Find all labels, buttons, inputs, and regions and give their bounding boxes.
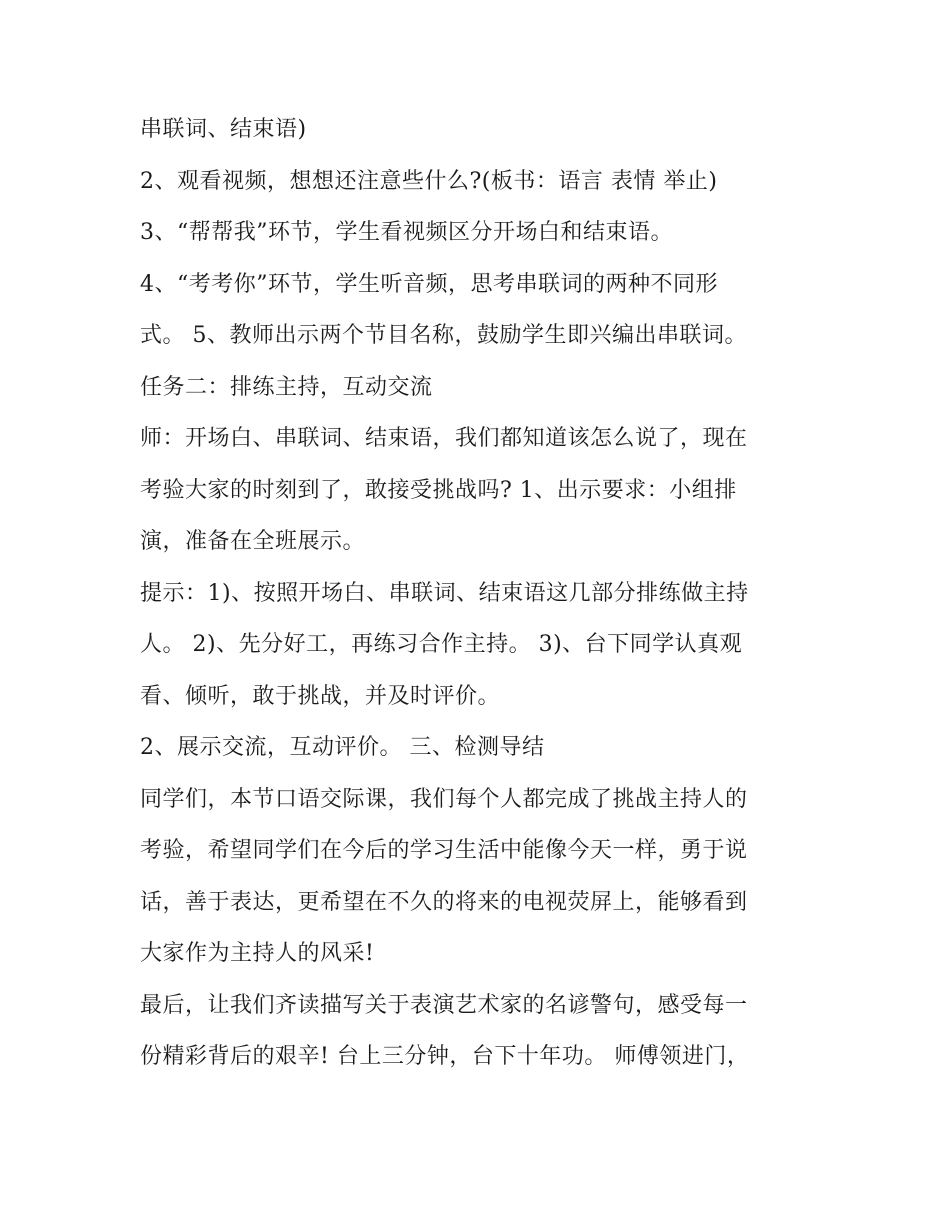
text-line: 考验大家的时刻到了，敢接受挑战吗? 1、出示要求：小组排 (140, 477, 737, 503)
text-line: 份精彩背后的艰辛! 台上三分钟，台下十年功。 师傅领进门， (140, 1044, 750, 1069)
text-line: 最后，让我们齐读描写关于表演艺术家的名谚警句，感受每一 (140, 992, 748, 1018)
text-line: 2、观看视频，想想还注意些什么?(板书：语言 表情 举止) (140, 168, 718, 194)
document-body (140, 104, 830, 1083)
text-line: 3、“帮帮我”环节，学生看视频区分开场白和结束语。 (140, 220, 673, 245)
section-heading: 任务二：排练主持，互动交流 (140, 374, 433, 400)
text-line: 师：开场白、串联词、结束语，我们都知道该怎么说了，现在 (140, 426, 748, 451)
text-line: 大家作为主持人的风采! (140, 941, 375, 966)
text-line: 话，善于表达，更希望在不久的将来的电视荧屏上，能够看到 (140, 889, 748, 915)
text-line: 考验，希望同学们在今后的学习生活中能像今天一样，勇于说 (140, 838, 748, 863)
text-line: 人。 2)、先分好工，再练习合作主持。 3)、台下同学认真观 (140, 632, 743, 657)
text-line: 演，准备在全班展示。 (140, 529, 366, 554)
text-line: 串联词、结束语) (140, 117, 307, 142)
text-line: 式。 5、教师出示两个节目名称，鼓励学生即兴编出串联词。 (140, 323, 747, 348)
text-line: 4、“考考你”环节，学生听音频，思考串联词的两种不同形 (140, 271, 718, 297)
text-line: 看、倾听，敢于挑战，并及时评价。 (140, 683, 501, 709)
text-line: 2、展示交流，互动评价。 三、检测导结 (140, 735, 545, 760)
text-line: 同学们，本节口语交际课，我们每个人都完成了挑战主持人的 (140, 786, 748, 812)
text-line: 提示：1)、按照开场白、串联词、结束语这几部分排练做主持 (140, 580, 749, 606)
